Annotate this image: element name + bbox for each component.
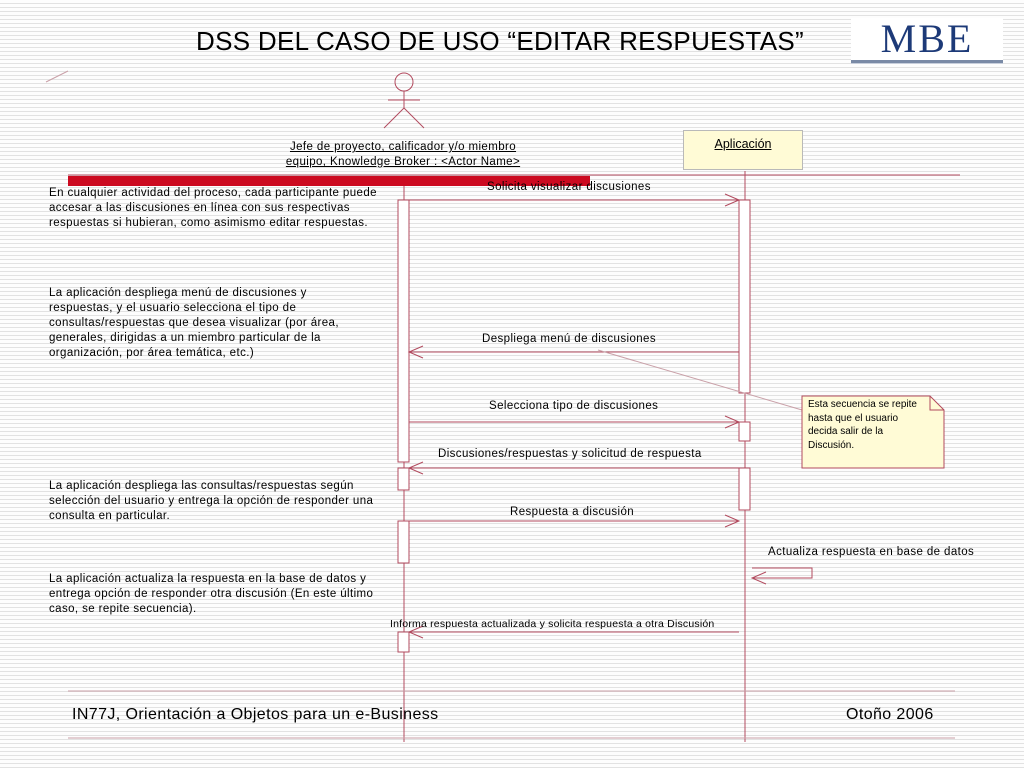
actor-activation	[398, 200, 409, 462]
message-arrow	[409, 194, 739, 206]
actor-activation	[398, 632, 409, 652]
actor-activation	[398, 521, 409, 563]
message-label: Actualiza respuesta en base de datos	[768, 546, 975, 558]
message-label: Selecciona tipo de discusiones	[489, 400, 659, 412]
decorative-tick	[46, 71, 68, 82]
message-arrow	[409, 346, 739, 358]
message-arrow	[409, 416, 739, 428]
system-object-box	[683, 130, 803, 170]
actor-label	[268, 140, 538, 170]
note-text: En cualquier actividad del proceso, cada participante puede accesar a las discusiones en línea con sus respectivas respuestas si hubieran, como asimismo editar respuestas.	[49, 187, 377, 229]
system-label: Aplicación	[714, 137, 772, 151]
note-text: La aplicación despliega menú de discusiones y respuestas, y el usuario selecciona el tipo de consultas/respuestas que desea visualizar (por área, generales, dirigidas a un miembro particular de la organización, por área temática, etc.)	[49, 287, 339, 359]
footer-term: Otoño 2006	[846, 706, 934, 723]
actor-label-line1: Jefe de proyecto, calificador y/o miembro	[289, 141, 517, 153]
note-text: La aplicación actualiza la respuesta en la base de datos y entrega opción de responder otra discusión (En este último caso, se repite secuencia).	[49, 573, 374, 615]
message-label: Discusiones/respuestas y solicitud de respuesta	[438, 448, 702, 460]
actor-label-line2: equipo, Knowledge Broker : <Actor Name>	[285, 156, 521, 168]
message-label: Solicita visualizar discusiones	[487, 181, 651, 193]
message-label: Despliega menú de discusiones	[482, 333, 656, 345]
actor-activation	[398, 468, 409, 490]
message-arrow	[409, 462, 739, 474]
actor-icon	[384, 73, 424, 128]
message-label: Informa respuesta actualizada y solicita respuesta a otra Discusión	[390, 618, 715, 630]
mbe-logo: MBE	[851, 18, 1003, 63]
note-text: La aplicación despliega las consultas/respuestas según selección del usuario y entrega la opción de responder una consulta en particular.	[49, 480, 374, 522]
slide-title: DSS DEL CASO DE USO “EDITAR RESPUESTAS”	[196, 26, 804, 56]
comment-text: Esta secuencia se repite hasta que el usuario decida salir de la Discusión.	[808, 399, 917, 451]
footer-course: IN77J, Orientación a Objetos para un e-Business	[72, 706, 439, 723]
system-activation	[739, 422, 750, 441]
message-label: Respuesta a discusión	[510, 506, 635, 518]
system-activation	[739, 468, 750, 510]
self-message-arrow	[752, 568, 812, 584]
system-activation	[739, 200, 750, 393]
